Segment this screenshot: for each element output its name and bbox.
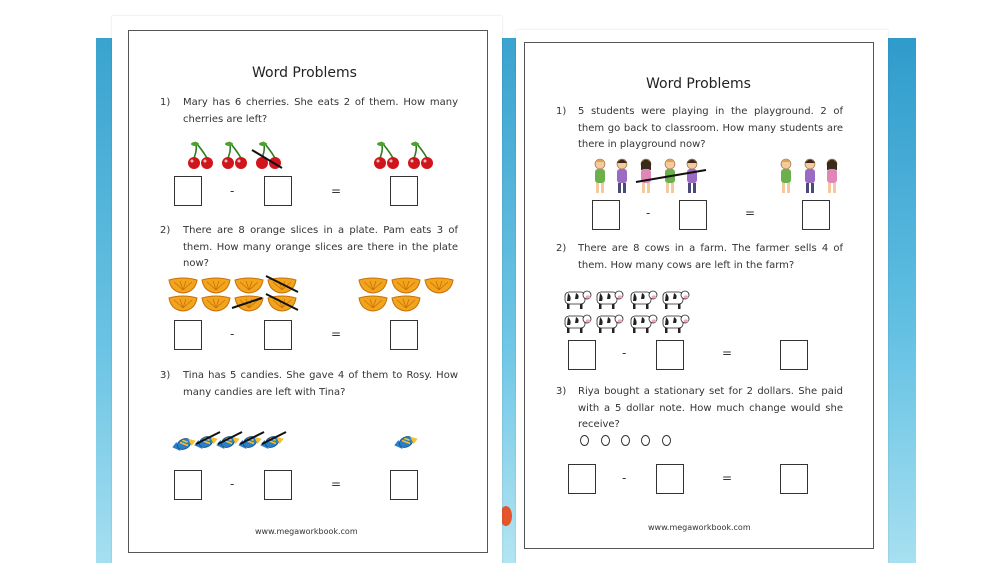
minus-sign: -: [230, 327, 235, 341]
coin-icon: [662, 435, 671, 446]
answer-box[interactable]: [390, 320, 418, 350]
student-icon: [617, 159, 627, 193]
equals-sign: =: [745, 206, 756, 220]
answer-box[interactable]: [264, 176, 292, 206]
coin-icon: [641, 435, 650, 446]
orange-slice-icon: [359, 296, 387, 311]
cherries-illustration: [186, 138, 436, 174]
orange-slice-icon: [169, 278, 197, 293]
student-icon: [827, 159, 837, 193]
answer-box[interactable]: [390, 470, 418, 500]
background-strip-right: [888, 38, 916, 563]
cow-icon: [631, 291, 657, 309]
answer-box[interactable]: [174, 176, 202, 206]
answer-box[interactable]: [568, 464, 596, 494]
equals-sign: =: [722, 346, 733, 360]
orange-slice-icon: [268, 278, 296, 293]
page-title: Word Problems: [646, 76, 751, 92]
minus-sign: -: [622, 471, 627, 485]
student-icon: [781, 159, 791, 193]
orange-slice-icon: [202, 296, 230, 311]
cherry-icon-crossed: [252, 142, 282, 169]
question-text: There are 8 cows in a farm. The farmer sells 4 of them. How many cows are left in the farm?: [578, 243, 843, 271]
cows-illustration: [562, 287, 692, 335]
orange-slice-icon: [268, 296, 296, 311]
student-icon: [687, 159, 697, 193]
footer-link[interactable]: www.megaworkbook.com: [255, 527, 358, 536]
orange-slices-illustration: [168, 274, 458, 314]
minus-sign: -: [230, 184, 235, 198]
cherry-icon: [222, 142, 247, 169]
student-icon: [641, 159, 651, 193]
orange-slice-icon: [392, 296, 420, 311]
orange-slice-icon: [392, 278, 420, 293]
student-icon: [805, 159, 815, 193]
orange-slice-icon: [425, 278, 453, 293]
question-text: Tina has 5 candies. She gave 4 of them to Rosy. How many candies are left with Tina?: [183, 370, 458, 398]
orange-slice-icon: [202, 278, 230, 293]
cow-icon: [631, 315, 657, 333]
coin-icon: [621, 435, 630, 446]
question-number: 3): [160, 370, 171, 381]
answer-box[interactable]: [656, 464, 684, 494]
coin-icon: [601, 435, 610, 446]
answer-box[interactable]: [592, 200, 620, 230]
cow-icon: [597, 315, 623, 333]
answer-box[interactable]: [174, 470, 202, 500]
cherry-icon: [408, 142, 433, 169]
answer-box[interactable]: [390, 176, 418, 206]
question-number: 1): [556, 106, 567, 117]
answer-box[interactable]: [568, 340, 596, 370]
page-title: Word Problems: [252, 65, 357, 81]
answer-box[interactable]: [264, 470, 292, 500]
answer-box[interactable]: [656, 340, 684, 370]
minus-sign: -: [622, 346, 627, 360]
answer-box[interactable]: [679, 200, 707, 230]
coin-icon: [580, 435, 589, 446]
question-number: 1): [160, 97, 171, 108]
minus-sign: -: [646, 206, 651, 220]
minus-sign: -: [230, 477, 235, 491]
cherry-icon: [374, 142, 399, 169]
question-text: 5 students were playing in the playground. 2 of them go back to classroom. How many students are there in playground now?: [578, 106, 843, 150]
orange-slice-icon: [359, 278, 387, 293]
answer-box[interactable]: [174, 320, 202, 350]
equals-sign: =: [331, 184, 342, 198]
candy-icon: [172, 434, 197, 453]
answer-box[interactable]: [780, 340, 808, 370]
cow-icon: [565, 315, 591, 333]
orange-slice-icon: [169, 296, 197, 311]
question-text: There are 8 orange slices in a plate. Pam eats 3 of them. How many orange slices are there in the plate now?: [183, 225, 458, 269]
question-number: 2): [160, 225, 171, 236]
cow-icon: [597, 291, 623, 309]
question-number: 2): [556, 243, 567, 254]
student-icon: [595, 159, 605, 193]
answer-box[interactable]: [780, 464, 808, 494]
footer-link[interactable]: www.megaworkbook.com: [648, 523, 751, 532]
cow-icon: [663, 291, 689, 309]
question-text: Mary has 6 cherries. She eats 2 of them. How many cherries are left?: [183, 97, 458, 125]
question-text: Riya bought a stationary set for 2 dollars. She paid with a 5 dollar note. How much change would she receive?: [578, 386, 843, 430]
equals-sign: =: [722, 471, 733, 485]
candy-icon: [393, 432, 419, 451]
equals-sign: =: [331, 327, 342, 341]
orange-slice-icon: [235, 278, 263, 293]
answer-box[interactable]: [264, 320, 292, 350]
question-number: 3): [556, 386, 567, 397]
cow-icon: [565, 291, 591, 309]
cow-icon: [663, 315, 689, 333]
candies-illustration: [172, 428, 422, 456]
answer-box[interactable]: [802, 200, 830, 230]
equals-sign: =: [331, 477, 342, 491]
cherry-icon: [188, 142, 213, 169]
students-illustration: [590, 156, 846, 196]
